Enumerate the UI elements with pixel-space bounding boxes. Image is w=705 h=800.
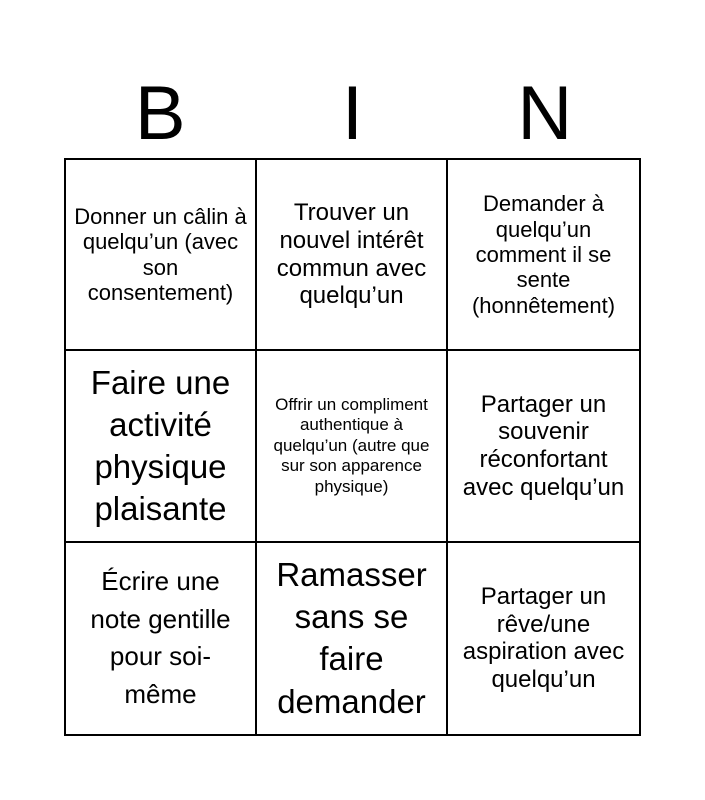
header-letter-n: N xyxy=(517,71,573,156)
header-letter-b: B xyxy=(134,71,186,156)
bingo-cell-8[interactable]: Ramasser sans se faire demander xyxy=(257,543,448,734)
header-letter-i: I xyxy=(341,71,364,156)
bingo-cell-9[interactable]: Partager un rêve/une aspiration avec quelqu’un xyxy=(462,583,625,693)
bingo-header xyxy=(64,70,641,158)
bingo-cell-1[interactable]: Donner un câlin à quelqu’un (avec son consentement) xyxy=(66,160,257,351)
bingo-cell-6[interactable]: Partager un souvenir réconfortant avec quelqu’un xyxy=(448,351,639,542)
bingo-cell-4[interactable]: Faire une activité physique plaisante xyxy=(66,351,257,542)
bingo-board xyxy=(64,158,641,736)
bingo-cell-3[interactable]: Demander à quelqu’un comment il se sente (honnêtement) xyxy=(448,160,639,351)
bingo-cell-7[interactable]: Écrire une note gentille pour soi-même xyxy=(66,543,257,734)
bingo-cell-2[interactable]: Trouver un nouvel intérêt commun avec quelqu’un xyxy=(257,160,448,351)
bingo-cell-5[interactable]: Offrir un compliment authentique à quelqu’un (autre que sur son apparence physique) xyxy=(257,351,448,542)
